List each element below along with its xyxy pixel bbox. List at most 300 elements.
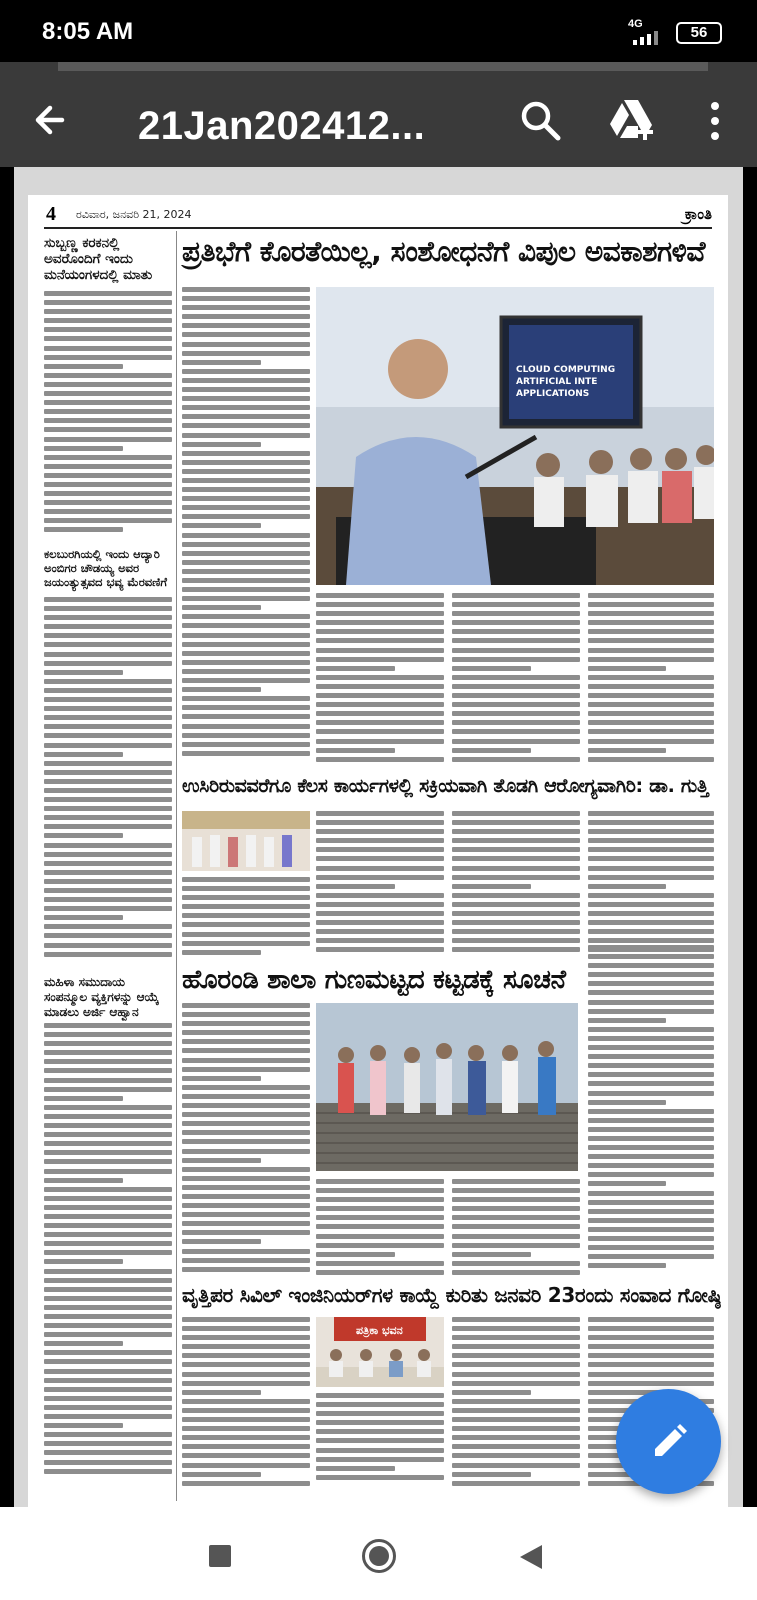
text-line <box>44 409 172 414</box>
text-line <box>588 593 714 598</box>
text-line <box>182 533 310 538</box>
text-line <box>588 954 714 959</box>
text-line <box>182 1030 310 1035</box>
text-line <box>44 1359 172 1364</box>
text-line <box>452 1261 580 1266</box>
text-line <box>182 678 310 683</box>
civil-article-col-2 <box>316 1393 444 1487</box>
text-line <box>316 1429 444 1434</box>
text-line <box>182 323 310 328</box>
text-line <box>182 1239 261 1244</box>
text-line <box>182 1221 310 1226</box>
text-line <box>316 1243 444 1248</box>
text-line <box>44 1096 123 1101</box>
text-line <box>316 1411 444 1416</box>
text-line <box>44 743 172 748</box>
text-line <box>44 527 123 532</box>
text-line <box>452 1399 580 1404</box>
text-line <box>44 1041 172 1046</box>
main-headline: ಪ್ರತಿಭೆಗೆ ಕೊರತೆಯಿಲ್ಲ, ಸಂಶೋಧನೆಗೆ ವಿಪುಲ ಅವಕಾಶಗಳಿವೆ <box>182 235 706 268</box>
text-line <box>44 897 172 902</box>
pdf-viewer[interactable] <box>14 167 743 1507</box>
text-line <box>182 614 310 619</box>
toolbar-progress-strip <box>58 62 708 71</box>
app-toolbar <box>0 62 757 167</box>
text-line <box>44 906 172 911</box>
civil-article-col-3 <box>452 1317 580 1487</box>
text-line <box>182 1317 310 1322</box>
text-line <box>44 615 172 620</box>
text-line <box>44 500 172 505</box>
text-line <box>588 1163 714 1168</box>
text-line <box>588 748 666 753</box>
text-line <box>182 387 310 392</box>
text-line <box>44 1405 172 1410</box>
text-line <box>452 1408 580 1413</box>
text-line <box>588 1317 714 1322</box>
status-time: 8:05 AM <box>42 18 134 45</box>
text-line <box>452 875 580 880</box>
text-line <box>316 1188 444 1193</box>
text-line <box>588 1154 714 1159</box>
text-line <box>44 1196 172 1201</box>
text-line <box>44 1332 172 1337</box>
text-line <box>452 638 580 643</box>
text-line <box>182 478 310 483</box>
text-line <box>316 693 444 698</box>
text-line <box>44 715 172 720</box>
text-line <box>182 423 310 428</box>
text-line <box>588 1372 714 1377</box>
text-line <box>316 1270 444 1275</box>
text-line <box>44 1269 172 1274</box>
text-line <box>44 1087 172 1092</box>
add-to-drive-icon[interactable] <box>608 98 656 142</box>
text-line <box>452 748 531 753</box>
text-line <box>452 757 580 762</box>
text-line <box>182 1103 310 1108</box>
text-line <box>182 1112 310 1117</box>
text-line <box>452 1426 580 1431</box>
text-line <box>316 1438 444 1443</box>
status-bar <box>0 0 757 62</box>
text-line <box>316 702 444 707</box>
text-line <box>182 560 310 565</box>
text-line <box>44 1232 172 1237</box>
text-line <box>588 629 714 634</box>
text-line <box>588 938 714 943</box>
text-line <box>316 911 444 916</box>
sidebar-article-1 <box>44 291 172 541</box>
text-line <box>44 1132 172 1137</box>
text-line <box>452 739 580 744</box>
text-line <box>44 1032 172 1037</box>
text-line <box>316 811 444 816</box>
text-line <box>588 893 714 898</box>
text-line <box>588 981 714 986</box>
text-line <box>44 1287 172 1292</box>
text-line <box>182 569 310 574</box>
text-line <box>182 1362 310 1367</box>
text-line <box>588 1036 714 1041</box>
text-line <box>44 1314 172 1319</box>
text-line <box>452 602 580 607</box>
sub-article-col-4 <box>588 811 714 957</box>
text-line <box>182 369 310 374</box>
text-line <box>182 1426 310 1431</box>
text-line <box>588 1172 714 1177</box>
text-line <box>588 972 714 977</box>
text-line <box>316 620 444 625</box>
text-line <box>316 920 444 925</box>
civil-headline: ವೃತ್ತಿಪರ ಸಿವಿಲ್ ಇಂಜಿನಿಯರ್‌ಗಳ ಕಾಯ್ದೆ ಕುರಿತು ಜನವರಿ 23ರಂದು ಸಂವಾದ ಗೋಷ್ಠಿ <box>182 1283 721 1307</box>
text-line <box>316 902 444 907</box>
school-article-col-2 <box>316 1179 444 1275</box>
text-line <box>44 915 123 920</box>
network-type: 4G <box>628 18 643 30</box>
text-line <box>44 1169 172 1174</box>
text-line <box>182 950 261 955</box>
text-line <box>316 1448 444 1453</box>
text-line <box>44 1350 172 1355</box>
school-site-photo-image <box>316 1003 578 1171</box>
seminar-photo <box>316 287 714 585</box>
text-line <box>44 1114 172 1119</box>
text-line <box>452 1188 580 1193</box>
text-line <box>182 405 310 410</box>
sidebar-article-3 <box>44 1023 172 1485</box>
text-line <box>588 1009 714 1014</box>
screen-slide-text: CLOUD COMPUTING <box>516 365 616 375</box>
search-icon[interactable] <box>518 98 564 144</box>
text-line <box>452 666 531 671</box>
text-line <box>182 1039 310 1044</box>
text-line <box>316 820 444 825</box>
text-line <box>44 1105 172 1110</box>
text-line <box>44 1059 172 1064</box>
text-line <box>588 1326 714 1331</box>
text-line <box>316 1197 444 1202</box>
text-line <box>182 895 310 900</box>
text-line <box>44 606 172 611</box>
text-line <box>316 711 444 716</box>
text-line <box>44 1305 172 1310</box>
text-line <box>316 856 444 861</box>
text-line <box>44 1387 172 1392</box>
school-site-photo <box>316 1003 578 1171</box>
text-line <box>44 761 172 766</box>
svg-text:APPLICATIONS: APPLICATIONS <box>516 389 590 399</box>
text-line <box>44 446 123 451</box>
text-line <box>452 1417 580 1422</box>
text-line <box>588 1200 714 1205</box>
text-line <box>316 729 444 734</box>
text-line <box>44 1441 172 1446</box>
text-line <box>588 1218 714 1223</box>
text-line <box>182 1417 310 1422</box>
text-line <box>452 1463 580 1468</box>
text-line <box>588 1191 714 1196</box>
text-line <box>588 875 714 880</box>
civil-article-col-1 <box>182 1317 310 1487</box>
text-line <box>182 1335 310 1340</box>
text-line <box>316 1215 444 1220</box>
text-line <box>452 1215 580 1220</box>
text-line <box>182 1048 310 1053</box>
text-line <box>452 611 580 616</box>
text-line <box>182 396 310 401</box>
text-line <box>588 720 714 725</box>
text-line <box>316 739 444 744</box>
text-line <box>44 336 172 341</box>
text-line <box>588 711 714 716</box>
text-line <box>182 287 310 292</box>
sub-headline: ಉಸಿರಿರುವವರೆಗೂ ಕೆಲಸ ಕಾರ್ಯಗಳಲ್ಲಿ ಸಕ್ರಿಯವಾಗಿ ತೊಡಗಿ ಆರೋಗ್ಯವಾಗಿರಿ: ಡಾ. ಗುತ್ತಿ <box>182 775 709 797</box>
text-line <box>588 1353 714 1358</box>
text-line <box>182 1326 310 1331</box>
text-line <box>452 911 580 916</box>
text-line <box>44 1050 172 1055</box>
sub-article-col-1 <box>182 877 310 957</box>
document-title: 21Jan202412... <box>138 104 426 148</box>
text-line <box>588 1054 714 1059</box>
text-line <box>452 1335 580 1340</box>
text-line <box>316 757 444 762</box>
text-line <box>316 1475 444 1480</box>
text-line <box>316 1224 444 1229</box>
text-line <box>182 514 310 519</box>
text-line <box>182 1176 310 1181</box>
text-line <box>44 806 172 811</box>
text-line <box>316 720 444 725</box>
text-line <box>44 291 172 296</box>
text-line <box>182 1076 261 1081</box>
text-line <box>452 1344 580 1349</box>
text-line <box>588 675 714 680</box>
text-line <box>452 1252 531 1257</box>
text-line <box>316 638 444 643</box>
text-line <box>182 296 310 301</box>
sub-article-col-2 <box>316 811 444 957</box>
back-triangle-icon[interactable] <box>518 1543 544 1571</box>
text-line <box>588 1362 714 1367</box>
text-line <box>182 414 310 419</box>
text-line <box>44 1205 172 1210</box>
text-line <box>316 1234 444 1239</box>
text-line <box>588 856 714 861</box>
text-line <box>182 314 310 319</box>
more-vertical-icon[interactable] <box>700 98 730 144</box>
text-line <box>588 945 714 950</box>
text-line <box>182 669 310 674</box>
text-line <box>44 300 172 305</box>
text-line <box>588 847 714 852</box>
text-line <box>588 1127 714 1132</box>
text-line <box>182 660 310 665</box>
text-line <box>588 1063 714 1068</box>
edit-fab-button[interactable] <box>616 1389 721 1494</box>
text-line <box>588 739 714 744</box>
arrow-left-icon[interactable] <box>28 98 78 142</box>
text-line <box>588 1145 714 1150</box>
text-line <box>182 596 310 601</box>
text-line <box>44 1378 172 1383</box>
sidebar-headline-2: ಕಲಬುರಗಿಯಲ್ಲಿ ಇಂದು ಆದ್ಯಾರಿ ಅಂಬಿಗರ ಚೌಡಯ್ಯ ಅವರ ಜಯಂತ್ಯುತ್ಸವದ ಭವ್ಯ ಮೆರವಣಿಗೆ <box>44 547 168 589</box>
text-line <box>182 460 310 465</box>
home-circle-icon[interactable] <box>362 1539 396 1573</box>
text-line <box>182 651 310 656</box>
text-line <box>44 418 172 423</box>
text-line <box>44 400 172 405</box>
text-line <box>452 1444 580 1449</box>
text-line <box>588 602 714 607</box>
text-line <box>588 1118 714 1123</box>
text-line <box>44 1223 172 1228</box>
text-line <box>44 624 172 629</box>
text-line <box>452 938 580 943</box>
masthead: ಕ್ರಾಂತಿ <box>684 205 712 223</box>
text-line <box>44 870 172 875</box>
text-line <box>44 833 123 838</box>
text-line <box>44 1141 172 1146</box>
text-line <box>182 941 310 946</box>
text-line <box>588 1209 714 1214</box>
text-line <box>44 879 172 884</box>
text-line <box>182 1012 310 1017</box>
text-line <box>182 442 261 447</box>
text-line <box>588 702 714 707</box>
text-line <box>182 1203 310 1208</box>
text-line <box>44 752 123 757</box>
text-line <box>44 309 172 314</box>
text-line <box>44 491 172 496</box>
text-line <box>182 1230 310 1235</box>
text-line <box>44 943 172 948</box>
press-meet-photo-image <box>316 1317 444 1387</box>
text-line <box>588 811 714 816</box>
text-line <box>452 1435 580 1440</box>
text-line <box>588 820 714 825</box>
text-line <box>588 648 714 653</box>
text-line <box>44 1150 172 1155</box>
text-line <box>452 1362 580 1367</box>
text-line <box>182 751 310 756</box>
text-line <box>182 1021 310 1026</box>
text-line <box>182 523 261 528</box>
text-line <box>182 687 261 692</box>
text-line <box>588 1335 714 1340</box>
recents-square-icon[interactable] <box>209 1545 231 1567</box>
text-line <box>588 693 714 698</box>
text-line <box>316 748 395 753</box>
text-line <box>182 1067 310 1072</box>
text-line <box>44 861 172 866</box>
text-line <box>588 902 714 907</box>
text-line <box>182 542 310 547</box>
text-line <box>316 1402 444 1407</box>
seminar-photo-image <box>316 287 714 585</box>
text-line <box>44 733 172 738</box>
pencil-edit-icon <box>649 1422 689 1462</box>
text-line <box>316 866 444 871</box>
text-line <box>182 1463 310 1468</box>
text-line <box>588 911 714 916</box>
text-line <box>182 623 310 628</box>
text-line <box>588 1181 666 1186</box>
text-line <box>588 1263 666 1268</box>
text-line <box>44 1341 123 1346</box>
text-line <box>452 1381 580 1386</box>
text-line <box>588 1018 666 1023</box>
text-line <box>44 1296 172 1301</box>
text-line <box>44 1214 172 1219</box>
text-line <box>588 1045 714 1050</box>
text-line <box>44 1460 172 1465</box>
text-line <box>182 932 310 937</box>
text-line <box>182 877 310 882</box>
text-line <box>182 1249 310 1254</box>
text-line <box>44 482 172 487</box>
text-line <box>182 1435 310 1440</box>
text-line <box>316 1252 395 1257</box>
text-line <box>452 1372 580 1377</box>
text-line <box>452 1390 531 1395</box>
text-line <box>316 1261 444 1266</box>
text-line <box>182 1094 310 1099</box>
text-line <box>44 1278 172 1283</box>
text-line <box>588 1344 714 1349</box>
text-line <box>452 893 580 898</box>
battery-level: 56 <box>690 24 708 41</box>
text-line <box>182 904 310 909</box>
text-line <box>452 675 580 680</box>
text-line <box>44 952 172 957</box>
text-line <box>316 893 444 898</box>
text-line <box>44 1123 172 1128</box>
text-line <box>44 679 172 684</box>
text-line <box>588 1091 714 1096</box>
text-line <box>182 578 310 583</box>
text-line <box>44 1241 172 1246</box>
svg-text:ARTIFICIAL INTE: ARTIFICIAL INTE <box>516 377 598 387</box>
text-line <box>44 1323 172 1328</box>
sidebar-article-2 <box>44 597 172 967</box>
system-nav-bar <box>0 1507 757 1600</box>
text-line <box>182 1212 310 1217</box>
text-line <box>452 1179 580 1184</box>
text-line <box>588 990 714 995</box>
text-line <box>452 947 580 952</box>
text-line <box>44 843 172 848</box>
text-line <box>588 1000 714 1005</box>
text-line <box>316 593 444 598</box>
text-line <box>588 620 714 625</box>
text-line <box>452 838 580 843</box>
text-line <box>44 382 172 387</box>
text-line <box>44 888 172 893</box>
text-line <box>44 1259 123 1264</box>
text-line <box>182 1344 310 1349</box>
text-line <box>588 684 714 689</box>
signal-icon <box>633 31 663 45</box>
text-line <box>452 884 531 889</box>
text-line <box>452 1224 580 1229</box>
text-line <box>588 920 714 925</box>
sidebar-headline-3: ಮಹಿಳಾ ಸಮುದಾಯ ಸಂಪನ್ಮೂಲ ವ್ಯಕ್ತಿಗಳನ್ನು ಆಯ್ಕೆ ಮಾಡಲು ಅರ್ಜಿ ಆಹ್ವಾನ <box>44 975 159 1019</box>
text-line <box>182 469 310 474</box>
text-line <box>44 1432 172 1437</box>
text-line <box>452 711 580 716</box>
